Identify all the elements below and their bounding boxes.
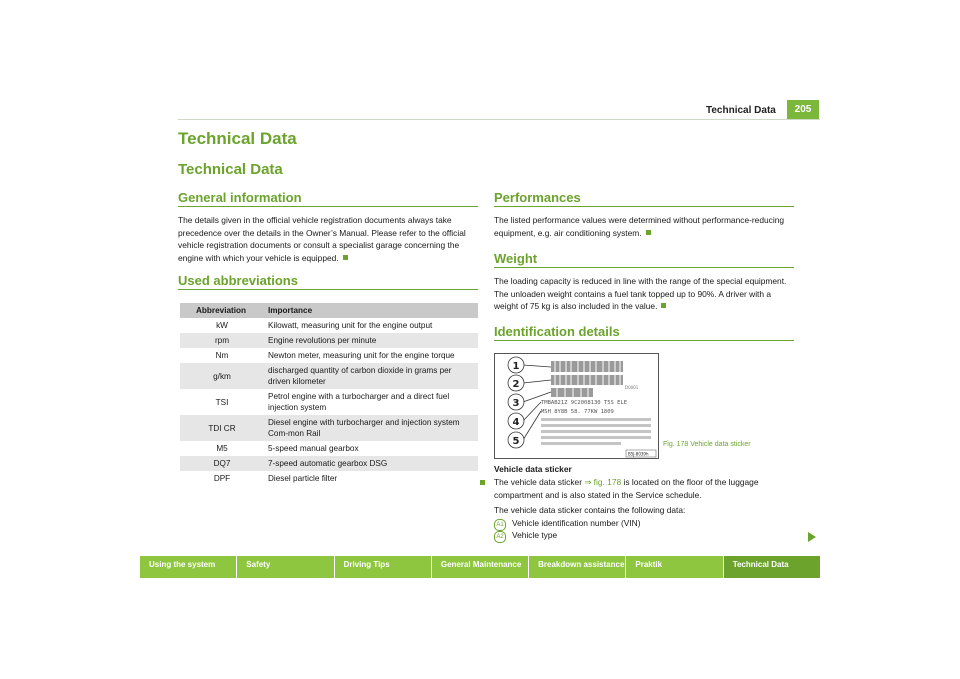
figure-caption: Fig. 178 Vehicle data sticker [663, 441, 751, 448]
abbr-cell: Nm [215, 351, 229, 360]
table-row [180, 389, 478, 415]
sticker-list-intro: The vehicle data sticker contains the following data: [494, 505, 686, 515]
header-rule [178, 119, 820, 120]
weight-heading: Weight [494, 251, 794, 268]
sticker-corner-text: D0001 [625, 385, 639, 390]
next-page-arrow-icon[interactable] [808, 532, 816, 542]
desc-cell: Diesel engine with turbocharger and injection system Com-mon Rail [264, 415, 478, 441]
desc-cell: Kilowatt, measuring unit for the engine output [268, 321, 433, 330]
desc-cell: Newton meter, measuring unit for the engine torque [268, 351, 455, 360]
abbr-cell: DPF [213, 474, 231, 483]
desc-cell: discharged quantity of carbon dioxide in grams per driven kilometer [264, 363, 478, 389]
callout-badge-icon: A1 [494, 519, 506, 531]
end-marker-icon [661, 303, 666, 308]
abbr-cell: TSI [215, 397, 229, 407]
desc-cell: Diesel particle filter [268, 474, 338, 483]
callout-number-5: 5 [512, 436, 520, 447]
list-item: A2 Vehicle type [494, 530, 557, 543]
column-header-abbreviation: Abbreviation [180, 303, 264, 318]
nav-tab-using-the-system[interactable]: Using the system [140, 556, 236, 578]
table-row [180, 441, 478, 456]
abbr-cell: TDI CR [180, 415, 264, 441]
nav-tab-driving-tips[interactable]: Driving Tips [335, 556, 431, 578]
abbr-cell: g/km [180, 363, 264, 389]
header-title: Technical Data [706, 105, 776, 116]
callout-badge-icon: A2 [494, 531, 506, 543]
table-row [180, 333, 478, 348]
weight-text: The loading capacity is reduced in line with the range of the special equipment. The unloaden weight contains a fuel tank topped up to 90%. A driver with a weight of 75 kg is also included in the value. [494, 276, 787, 311]
abbr-cell: kW [216, 321, 228, 330]
desc-cell: 7-speed automatic gearbox DSG [264, 456, 478, 471]
sticker-subheading: Vehicle data sticker [494, 464, 572, 474]
nav-tab-safety[interactable]: Safety [237, 556, 333, 578]
sticker-location-text: The vehicle data sticker ⇒ fig. 178 is located on the floor of the luggage compartment and is also stated in the Service schedule. [494, 477, 759, 500]
figure-code: B5J-8039h [628, 451, 649, 457]
callout-number-2: 2 [512, 379, 520, 390]
table-row [180, 363, 478, 389]
nav-tab-breakdown-assistance[interactable]: Breakdown assistance [529, 556, 625, 578]
desc-cell: 5-speed manual gearbox [268, 444, 359, 453]
abbreviations-heading: Used abbreviations [178, 273, 478, 290]
table-row [180, 456, 478, 471]
desc-cell: Petrol engine with a turbocharger and a direct fuel injection system [268, 392, 450, 412]
callout-number-4: 4 [512, 417, 520, 428]
column-header-importance: Importance [264, 303, 478, 318]
callout-number-3: 3 [512, 398, 520, 409]
vehicle-data-sticker-figure [494, 353, 659, 459]
page-number: 205 [787, 100, 819, 119]
desc-cell: Engine revolutions per minute [264, 333, 478, 348]
table-row [180, 415, 478, 441]
performances-heading: Performances [494, 190, 794, 207]
chapter-title: Technical Data [178, 129, 297, 148]
nav-tab-praktik[interactable]: Praktik [626, 556, 722, 578]
table-row [180, 348, 478, 363]
sticker-line-b: MSH 8Y8B 58. 77KW 1809 [541, 409, 614, 415]
nav-tab-technical-data[interactable]: Technical Data [724, 556, 820, 578]
abbr-cell: M5 [216, 444, 228, 453]
sticker-illustration [495, 354, 658, 458]
identification-heading: Identification details [494, 324, 794, 341]
nav-tab-general-maintenance[interactable]: General Maintenance [432, 556, 528, 578]
figure-reference-link[interactable]: ⇒ fig. 178 [584, 477, 622, 487]
general-information-text: The details given in the official vehicle registration documents always take precedence over the details in the Owner’s Manual. Please refer to the official vehicle registration documents or consult a specialist garage concerning the engine with which your vehicle is equipped. [178, 215, 466, 263]
end-marker-icon [646, 230, 651, 235]
performances-text: The listed performance values were determined without performance-reducing equipment, e.g. air conditioning system. [494, 215, 785, 238]
abbr-cell: DQ7 [180, 456, 264, 471]
section-title: Technical Data [178, 161, 283, 178]
table-row [180, 471, 478, 486]
list-item: A1 Vehicle identification number (VIN) [494, 518, 640, 531]
abbr-cell: rpm [180, 333, 264, 348]
general-information-heading: General information [178, 190, 478, 207]
callout-number-1: 1 [512, 361, 520, 372]
table-row [180, 318, 478, 333]
paragraph-marker-icon [480, 480, 485, 485]
bottom-navigation [140, 556, 820, 578]
end-marker-icon [343, 255, 348, 260]
abbreviations-table [180, 303, 478, 486]
sticker-line-a: TMBAB21Z 9C2008130 T5S ELE [541, 400, 628, 406]
